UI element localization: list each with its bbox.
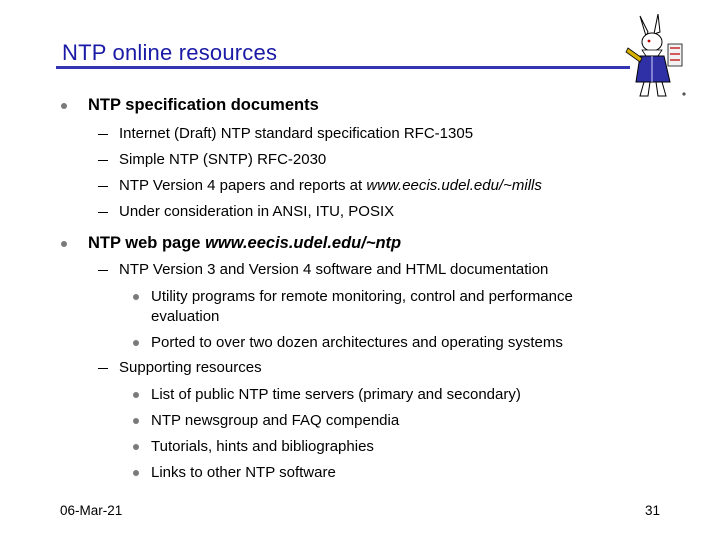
sub-list-item: Utility programs for remote monitoring, control and performance evaluation bbox=[151, 288, 573, 325]
bullet-dot-icon bbox=[61, 103, 67, 109]
ntp-web-link[interactable]: www.eecis.udel.edu/~ntp bbox=[205, 234, 402, 252]
list-item: Internet (Draft) NTP standard specification RFC-1305 bbox=[119, 125, 474, 142]
dash-bullet-icon bbox=[98, 186, 108, 187]
dash-bullet-icon bbox=[98, 368, 108, 369]
section-heading-spec bbox=[88, 96, 319, 115]
sub-list-item: Links to other NTP software bbox=[151, 464, 336, 481]
slide-title: NTP online resources bbox=[62, 40, 278, 65]
dash-bullet-icon bbox=[98, 160, 108, 161]
list-item: Simple NTP (SNTP) RFC-2030 bbox=[119, 151, 327, 168]
small-bullet-dot-icon bbox=[133, 444, 139, 450]
small-bullet-dot-icon bbox=[133, 294, 139, 300]
sub-list-item: Tutorials, hints and bibliographies bbox=[151, 438, 374, 455]
bullet-dot-icon bbox=[61, 241, 67, 247]
small-bullet-dot-icon bbox=[133, 392, 139, 398]
white-rabbit-logo-icon bbox=[624, 14, 688, 100]
footer-date: 06-Mar-21 bbox=[60, 503, 123, 518]
title-underline bbox=[56, 66, 630, 69]
section-heading-web bbox=[88, 234, 401, 253]
small-bullet-dot-icon bbox=[133, 340, 139, 346]
sub-list-item: NTP newsgroup and FAQ compendia bbox=[151, 412, 400, 429]
dash-bullet-icon bbox=[98, 212, 108, 213]
page-number: 31 bbox=[645, 503, 661, 518]
section-heading-text: NTP specification documents bbox=[88, 96, 319, 114]
sub-list-item: Ported to over two dozen architectures and operating systems bbox=[151, 334, 563, 351]
small-bullet-dot-icon bbox=[133, 418, 139, 424]
dash-bullet-icon bbox=[98, 134, 108, 135]
section-heading-text: NTP web page bbox=[88, 234, 206, 252]
mills-link[interactable]: www.eecis.udel.edu/~mills bbox=[366, 177, 542, 194]
list-item bbox=[119, 177, 542, 194]
list-item: NTP Version 3 and Version 4 software and HTML documentation bbox=[119, 261, 549, 278]
list-item-text: NTP Version 4 papers and reports at bbox=[119, 177, 367, 194]
list-item: Supporting resources bbox=[119, 359, 262, 376]
list-item: Under consideration in ANSI, ITU, POSIX bbox=[119, 203, 395, 220]
small-bullet-dot-icon bbox=[133, 470, 139, 476]
dash-bullet-icon bbox=[98, 270, 108, 271]
sub-list-item: List of public NTP time servers (primary and secondary) bbox=[151, 386, 521, 403]
